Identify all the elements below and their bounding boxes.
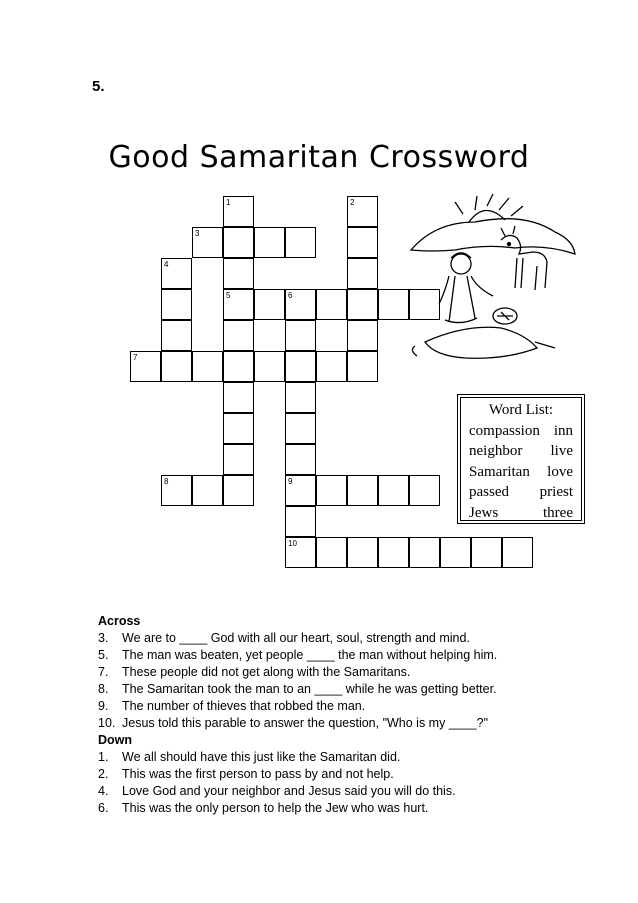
crossword-cell (223, 382, 254, 413)
crossword-cell (347, 196, 378, 227)
crossword-cell (223, 258, 254, 289)
clues-section (98, 613, 497, 817)
word-list-item: compassion (469, 422, 540, 439)
crossword-cell (223, 475, 254, 506)
crossword-cell (316, 289, 347, 320)
page-number: 5. (92, 78, 105, 95)
crossword-cell (285, 475, 316, 506)
across-clue: 7. These people did not get along with the Samaritans. (98, 665, 411, 679)
clue-number: 8 (164, 477, 169, 486)
crossword-cell (440, 537, 471, 568)
crossword-cell (130, 351, 161, 382)
crossword-cell (223, 227, 254, 258)
clue-number: 2 (350, 198, 355, 207)
word-list-item: priest (539, 484, 573, 500)
crossword-cell (223, 351, 254, 382)
crossword-cell (223, 289, 254, 320)
across-clue: 8. The Samaritan took the man to an ____ while he was getting better. (98, 682, 497, 696)
clue-number: 9 (288, 477, 293, 486)
word-list-item: neighbor (469, 443, 523, 459)
crossword-cell (161, 475, 192, 506)
word-list-title: Word List: (488, 402, 554, 418)
clue-number: 6 (288, 291, 293, 300)
clue-number: 3 (195, 229, 200, 238)
down-clue: 4. Love God and your neighbor and Jesus said you will do this. (98, 784, 456, 798)
crossword-cell (471, 537, 502, 568)
crossword-cell (192, 475, 223, 506)
crossword-cell (502, 537, 533, 568)
crossword-cell (347, 227, 378, 258)
crossword-cell (409, 537, 440, 568)
crossword-cell (347, 537, 378, 568)
crossword-cell (347, 258, 378, 289)
clue-number: 10 (288, 539, 297, 548)
across-clue: 5. The man was beaten, yet people ____ the man without helping him. (98, 648, 498, 662)
crossword-cell (254, 227, 285, 258)
crossword-cell (285, 444, 316, 475)
across-heading: Across (98, 614, 141, 628)
across-clue: 3. We are to ____ God with all our heart, soul, strength and mind. (98, 631, 470, 645)
crossword-cell (316, 475, 347, 506)
crossword-cell (285, 227, 316, 258)
clue-number: 1 (226, 198, 231, 207)
crossword-cell (285, 506, 316, 537)
crossword-cell (192, 227, 223, 258)
word-list-row (461, 441, 581, 462)
clue-number: 5 (226, 291, 231, 300)
crossword-cell (316, 537, 347, 568)
word-list-item: Samaritan (469, 463, 530, 480)
crossword-cell (223, 444, 254, 475)
across-clue: 10. Jesus told this parable to answer the question, "Who is my ____?" (98, 716, 489, 730)
crossword-cell (347, 475, 378, 506)
down-heading: Down (98, 733, 133, 747)
crossword-cell (285, 537, 316, 568)
crossword-cell (161, 320, 192, 351)
across-clue: 9. The number of thieves that robbed the man. (98, 699, 366, 713)
page-title: Good Samaritan Crossword (108, 140, 530, 175)
word-list-row (461, 421, 581, 442)
good-samaritan-illustration (405, 192, 585, 372)
word-list-item: live (550, 443, 573, 459)
word-list-item: inn (553, 422, 573, 439)
crossword-cell (161, 289, 192, 320)
word-list-row (461, 462, 581, 483)
crossword-cell (316, 351, 347, 382)
crossword-cell (347, 289, 378, 320)
clue-number: 7 (133, 353, 138, 362)
word-list-box (457, 394, 585, 524)
word-list-item: three (543, 504, 573, 521)
crossword-cell (285, 382, 316, 413)
crossword-cell (285, 413, 316, 444)
crossword-cell (161, 351, 192, 382)
crossword-cell (254, 351, 285, 382)
crossword-cell (223, 413, 254, 444)
crossword-cell (223, 196, 254, 227)
crossword-cell (378, 537, 409, 568)
down-clue: 1. We all should have this just like the Samaritan did. (98, 750, 401, 764)
clue-number: 4 (164, 260, 169, 269)
crossword-cell (161, 258, 192, 289)
crossword-cell (409, 475, 440, 506)
word-list-row (461, 503, 581, 524)
crossword-cell (285, 320, 316, 351)
crossword-cell (223, 320, 254, 351)
crossword-cell (378, 475, 409, 506)
crossword-cell (347, 320, 378, 351)
word-list-item: love (547, 463, 573, 480)
crossword-cell (285, 351, 316, 382)
word-list-item: Jews (469, 504, 499, 521)
down-clue: 2. This was the first person to pass by and not help. (98, 767, 394, 781)
crossword-cell (192, 351, 223, 382)
crossword-cell (254, 289, 285, 320)
crossword-cell (285, 289, 316, 320)
word-list-row (461, 482, 581, 503)
crossword-cell (347, 351, 378, 382)
down-clue: 6. This was the only person to help the Jew who was hurt. (98, 801, 429, 815)
word-list-item: passed (469, 484, 509, 500)
